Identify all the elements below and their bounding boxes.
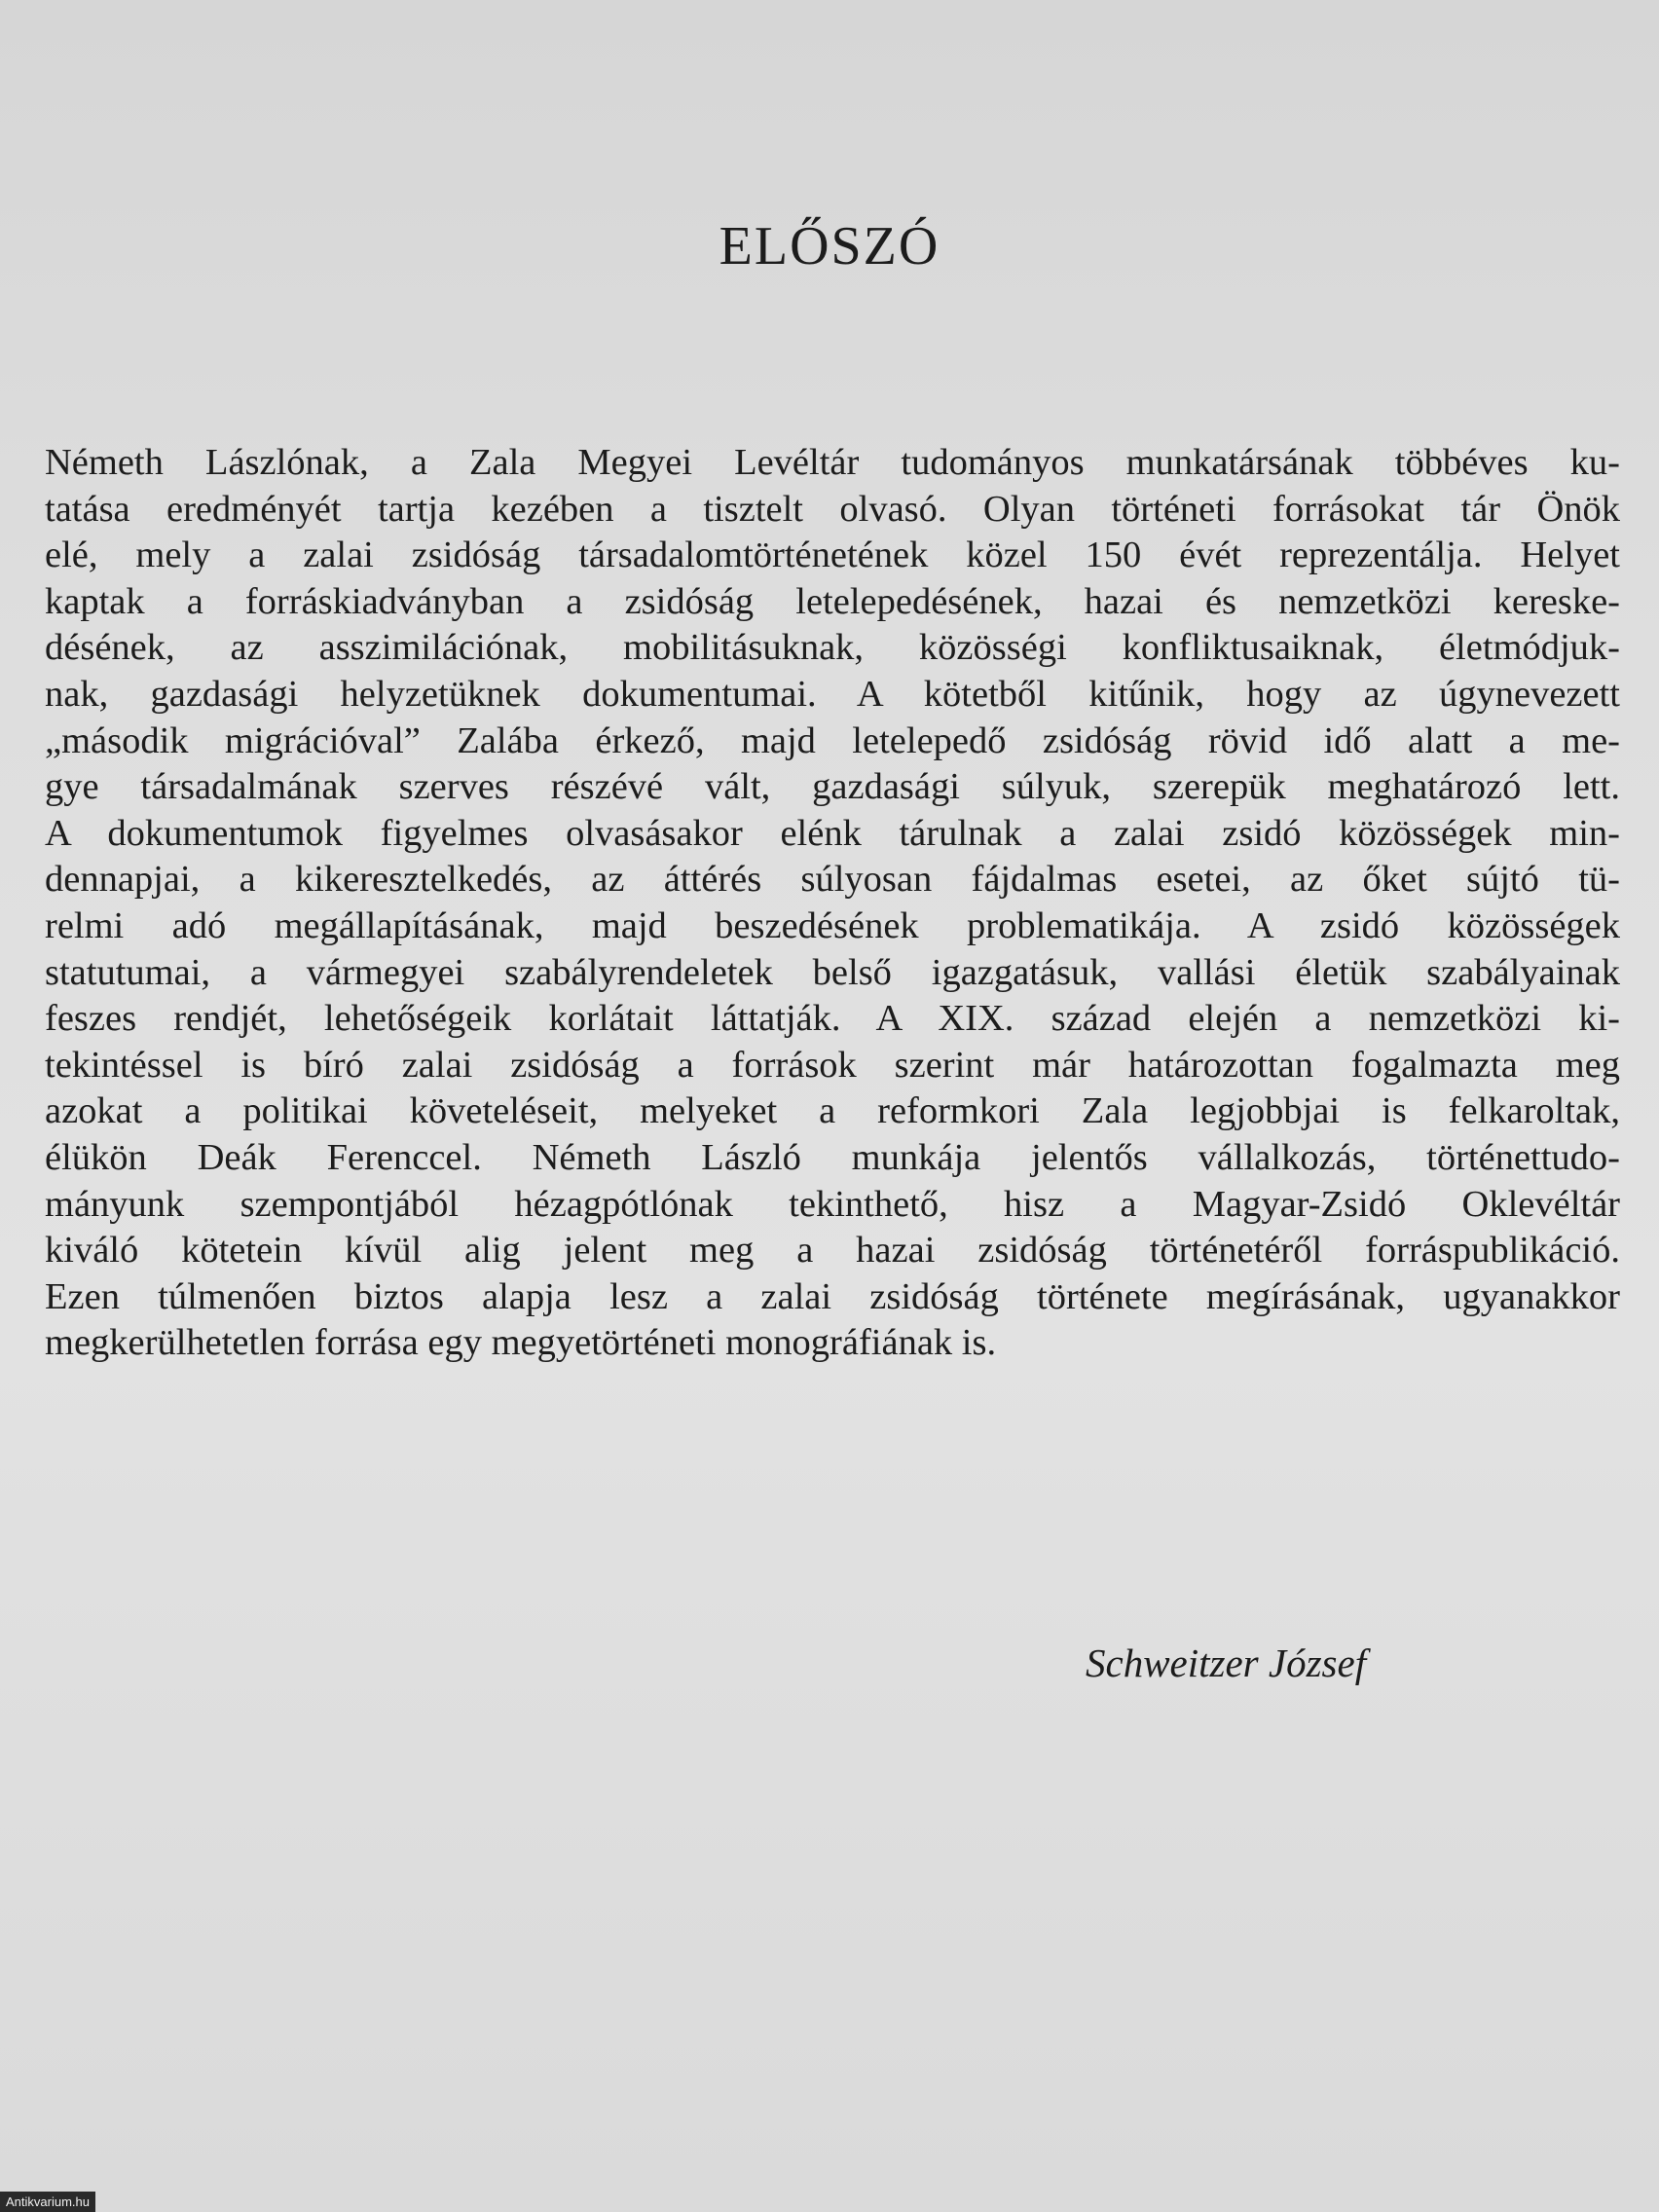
author-signature: Schweitzer József <box>1086 1641 1367 1685</box>
text-line: megkerülhetetlen forrása egy megyetörténeti monográfiának is. <box>45 1322 997 1364</box>
text-line: „második migrációval” Zalába érkező, majd letelepedő zsidóság rövid idő alatt a me- <box>45 719 1620 761</box>
text-line: elé, mely a zalai zsidóság társadalomtörténetének közel 150 évét reprezentálja. Helyet <box>45 535 1620 576</box>
foreword-text <box>45 440 1620 1367</box>
text-line: tatása eredményét tartja kezében a tisztelt olvasó. Olyan történeti forrásokat tár Önök <box>45 488 1620 530</box>
text-line: élükön Deák Ferenccel. Németh László munkája jelentős vállalkozás, történettudo- <box>45 1136 1620 1178</box>
text-line: dennapjai, a kikeresztelkedés, az áttérés súlyosan fájdalmas esetei, az őket sújtó tü- <box>45 859 1620 901</box>
text-line: relmi adó megállapításának, majd beszedésének problematikája. A zsidó közösségek <box>45 904 1620 946</box>
page-title: ELŐSZÓ <box>719 216 940 276</box>
text-line: gye társadalmának szerves részévé vált, gazdasági súlyuk, szerepük meghatározó lett. <box>45 766 1620 808</box>
text-line: feszes rendjét, lehetőségeik korlátait láttatják. A XIX. század elején a nemzetközi ki- <box>45 998 1620 1040</box>
text-line: Ezen túlmenően biztos alapja lesz a zalai zsidóság története megírásának, ugyanakkor <box>45 1275 1620 1317</box>
text-line: mányunk szempontjából hézagpótlónak tekinthető, hisz a Magyar-Zsidó Oklevéltár <box>45 1183 1620 1225</box>
text-line: kaptak a forráskiadványban a zsidóság letelepedésének, hazai és nemzetközi kereske- <box>45 580 1620 622</box>
text-line: nak, gazdasági helyzetüknek dokumentumai. A kötetből kitűnik, hogy az úgynevezett <box>45 673 1620 715</box>
text-line: désének, az asszimilációnak, mobilitásuknak, közösségi konfliktusaiknak, életmódjuk- <box>45 627 1620 669</box>
text-line: kiváló kötetein kívül alig jelent meg a hazai zsidóság történetéről forráspublikáció. <box>45 1230 1620 1272</box>
text-line: A dokumentumok figyelmes olvasásakor elénk tárulnak a zalai zsidó közösségek min- <box>45 812 1620 854</box>
watermark-label: Antikvarium.hu <box>0 2192 95 2212</box>
text-line: azokat a politikai követeléseit, melyeket a reformkori Zala legjobbjai is felkaroltak, <box>45 1090 1620 1132</box>
text-line: tekintéssel is bíró zalai zsidóság a források szerint már határozottan fogalmazta meg <box>45 1044 1620 1086</box>
text-line: statutumai, a vármegyei szabályrendeletek belső igazgatásuk, vallási életük szabályainak <box>45 951 1620 993</box>
text-line: Németh Lászlónak, a Zala Megyei Levéltár tudományos munkatársának többéves ku- <box>45 442 1620 483</box>
